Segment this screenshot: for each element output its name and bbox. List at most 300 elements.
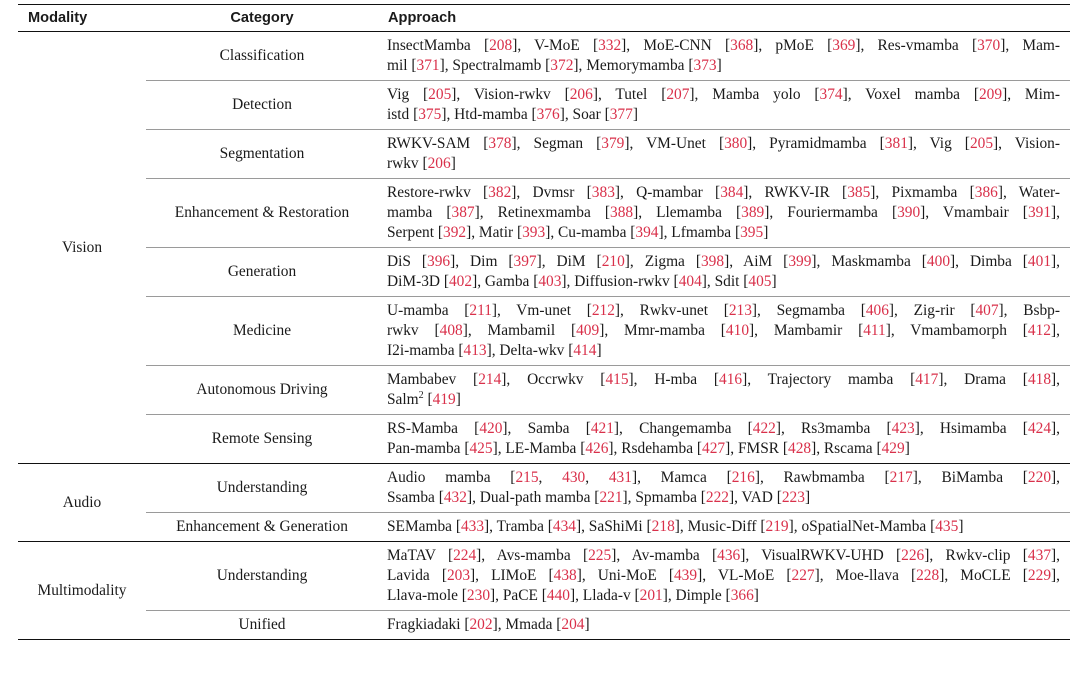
- citation-number: 376: [536, 106, 560, 123]
- approach-text: ], Zig-rir [: [888, 302, 976, 319]
- table-row: [18, 179, 1070, 248]
- approach-text: MaTAV [: [387, 547, 454, 564]
- approach-text: [: [423, 391, 433, 408]
- approach-line: [387, 468, 1060, 488]
- approach-text: Ssamba [: [387, 489, 444, 506]
- approach-text: ], H-mba [: [628, 371, 720, 388]
- citation-number: 398: [700, 253, 725, 270]
- approach-line: [387, 321, 1060, 341]
- approach-text: ],: [1051, 322, 1060, 339]
- approach-text: ], Drama [: [938, 371, 1028, 388]
- approach-text: ], AiM [: [724, 253, 789, 270]
- approach-text: ], MoE-CNN [: [621, 37, 731, 54]
- approach-text: ], Dim [: [450, 253, 514, 270]
- approach-text: ], VM-Unet [: [624, 135, 725, 152]
- approach-text: ]: [716, 57, 722, 74]
- citation-number: 419: [432, 391, 456, 408]
- citation-number: 420: [479, 420, 503, 437]
- approach-text: ],: [1051, 253, 1060, 270]
- table-row: [18, 464, 1070, 513]
- category-cell: Remote Sensing: [146, 415, 378, 464]
- citation-number: 418: [1027, 371, 1052, 388]
- approach-text: ], Vmambair [: [920, 204, 1028, 221]
- citation-number: 404: [678, 273, 702, 290]
- citation-number: 372: [550, 57, 574, 74]
- category-cell: Medicine: [146, 297, 378, 366]
- category-cell: Understanding: [146, 542, 378, 611]
- approach-line: [387, 488, 1060, 508]
- category-cell: Understanding: [146, 464, 378, 513]
- citation-number: 417: [915, 371, 939, 388]
- approach-text: ], Res-vmamba [: [855, 37, 978, 54]
- approach-text: ], Llemamba [: [633, 204, 742, 221]
- citation-number: 411: [863, 322, 886, 339]
- citation-number: 412: [1027, 322, 1051, 339]
- approach-text: ], V-MoE [: [512, 37, 599, 54]
- citation-number: 226: [901, 547, 925, 564]
- approach-line: [387, 439, 1060, 459]
- approach-text: ]: [958, 518, 964, 535]
- citation-number: 382: [488, 184, 512, 201]
- approach-line: [387, 301, 1060, 321]
- citation-number: 214: [478, 371, 502, 388]
- table-row: [18, 542, 1070, 611]
- citation-number: 380: [724, 135, 748, 152]
- table-row: [18, 513, 1070, 542]
- modality-cell: Audio: [18, 464, 146, 542]
- citation-number: 421: [590, 420, 614, 437]
- approach-text: ], Lfmamba [: [658, 224, 741, 241]
- citation-number: 222: [705, 489, 729, 506]
- citation-number: 389: [741, 204, 765, 221]
- citation-number: 371: [416, 57, 440, 74]
- approach-line: [387, 85, 1060, 105]
- citation-number: 415: [605, 371, 629, 388]
- approach-cell: [378, 415, 1070, 464]
- citation-number: 375: [418, 106, 442, 123]
- citation-number: 405: [748, 273, 772, 290]
- citation-number: 399: [788, 253, 812, 270]
- approach-text: ], Pyramidmamba [: [747, 135, 885, 152]
- citation-number: 202: [469, 616, 493, 633]
- approach-text: U-mamba [: [387, 302, 470, 319]
- citation-number: 416: [719, 371, 743, 388]
- citation-number: 435: [935, 518, 959, 535]
- approach-text: Mambabev [: [387, 371, 479, 388]
- approach-text: ], Matir [: [466, 224, 523, 241]
- citation-number: 225: [588, 547, 612, 564]
- table-row: [18, 415, 1070, 464]
- approach-text: ], Avs-mamba [: [476, 547, 589, 564]
- citation-number: 377: [609, 106, 633, 123]
- citation-number: 391: [1027, 204, 1052, 221]
- approach-text: ], Bsbp-: [998, 302, 1060, 319]
- approach-text: ], Mamca [: [631, 469, 732, 486]
- header-row: [18, 5, 1070, 32]
- approach-cell: [378, 464, 1070, 513]
- approach-text: Llava-mole [: [387, 587, 467, 604]
- approach-text: ], Vm-unet [: [491, 302, 592, 319]
- approach-text: ], Retinexmamba [: [474, 204, 610, 221]
- approach-text: ]: [455, 391, 461, 408]
- approach-text: mamba [: [387, 204, 452, 221]
- citation-number: 230: [466, 587, 491, 604]
- approach-text: ], Dvmsr [: [511, 184, 592, 201]
- header-modality: Modality: [18, 5, 146, 32]
- approach-text: Audio mamba [: [387, 469, 516, 486]
- citation-number: 429: [881, 440, 905, 457]
- approach-text: SEMamba [: [387, 518, 461, 535]
- modality-cell: Multimodality: [18, 542, 146, 640]
- approach-cell: [378, 81, 1070, 130]
- approach-line: [387, 223, 1060, 243]
- citation-number: 370: [977, 37, 1001, 54]
- approach-line: [387, 203, 1060, 223]
- citation-number: 223: [781, 489, 805, 506]
- approach-line: [387, 615, 1060, 635]
- approach-text: ], Mamba yolo [: [689, 86, 820, 103]
- citation-number: 386: [974, 184, 998, 201]
- citation-number: 210: [601, 253, 625, 270]
- approach-text: ,: [585, 469, 609, 486]
- approach-text: ], Tutel [: [592, 86, 667, 103]
- approach-line: [387, 134, 1060, 154]
- approach-text: ], Rs3mamba [: [775, 420, 892, 437]
- approach-text: ], Dual-path mamba [: [466, 489, 600, 506]
- citation-number: 394: [635, 224, 659, 241]
- approach-text: ], Fouriermamba [: [764, 204, 898, 221]
- category-cell: Classification: [146, 32, 378, 81]
- approach-text: ], Mmr-mamba [: [599, 322, 726, 339]
- citation-number: 224: [453, 547, 477, 564]
- citation-number: 378: [488, 135, 512, 152]
- approach-text: I2i-mamba [: [387, 342, 464, 359]
- approach-line: [387, 272, 1060, 292]
- approach-text: ],: [1051, 371, 1061, 388]
- approach-text: ], FMSR [: [725, 440, 788, 457]
- approach-line: [387, 36, 1060, 56]
- citation-number: 396: [427, 253, 451, 270]
- approach-text: ]: [771, 273, 777, 290]
- citation-number: 369: [832, 37, 856, 54]
- approach-cell: [378, 248, 1070, 297]
- approach-text: ], Diffusion-rwkv [: [561, 273, 679, 290]
- citation-number: 206: [427, 155, 451, 172]
- approach-text: Fragkiadaki [: [387, 616, 470, 633]
- approach-text: ], VisualRWKV-UHD [: [740, 547, 902, 564]
- approach-cell: [378, 179, 1070, 248]
- approach-text: ], Mim-: [1002, 86, 1060, 103]
- citation-number: 205: [969, 135, 994, 152]
- category-cell: Unified: [146, 611, 378, 640]
- approach-text: ], BiMamba [: [912, 469, 1028, 486]
- citation-number: 368: [730, 37, 754, 54]
- approach-text: Pan-mamba [: [387, 440, 470, 457]
- citation-number: 408: [439, 322, 463, 339]
- citation-number: 436: [717, 547, 741, 564]
- approach-text: ], Rwkv-clip [: [924, 547, 1028, 564]
- approach-text: ], Trajectory mamba [: [742, 371, 916, 388]
- citation-number: 413: [463, 342, 487, 359]
- approach-text: ,: [538, 469, 563, 486]
- citation-number: 207: [666, 86, 690, 103]
- citation-number: 434: [552, 518, 576, 535]
- approach-text: Vig [: [387, 86, 429, 103]
- approach-cell: [378, 366, 1070, 415]
- approach-text: ]: [584, 616, 590, 633]
- approach-text: istd [: [387, 106, 419, 123]
- citation-number: 387: [451, 204, 475, 221]
- citation-number: 424: [1027, 420, 1052, 437]
- citation-number: 440: [546, 587, 570, 604]
- category-cell: Segmentation: [146, 130, 378, 179]
- citation-number: 374: [819, 86, 843, 103]
- approach-text: Restore-rwkv [: [387, 184, 489, 201]
- approach-text: ], Changemamba [: [613, 420, 753, 437]
- citation-number: 221: [599, 489, 623, 506]
- citation-number: 219: [765, 518, 789, 535]
- approach-text: ], Av-mamba [: [611, 547, 718, 564]
- table-row: [18, 130, 1070, 179]
- approach-text: ]: [904, 440, 910, 457]
- citation-number: 203: [446, 567, 471, 584]
- approach-text: ], Maskmamba [: [811, 253, 927, 270]
- approach-text: ], Vision-: [993, 135, 1061, 152]
- approach-text: ], Rsdehamba [: [608, 440, 703, 457]
- citation-number: 422: [752, 420, 776, 437]
- citation-number: 428: [788, 440, 812, 457]
- approach-text: InsectMamba [: [387, 37, 490, 54]
- citation-number: 218: [651, 518, 675, 535]
- approach-text: ], Rwkv-unet [: [614, 302, 729, 319]
- approach-text: ], Moe-llava [: [814, 567, 917, 584]
- category-cell: Detection: [146, 81, 378, 130]
- approach-table: [18, 4, 1070, 640]
- approach-line: [387, 154, 1060, 174]
- approach-text: DiM-3D [: [387, 273, 449, 290]
- approach-text: ], Pixmamba [: [870, 184, 975, 201]
- approach-line: [387, 546, 1060, 566]
- approach-text: ], LIMoE [: [470, 567, 554, 584]
- approach-text: ], Music-Diff [: [674, 518, 766, 535]
- approach-text: ], Sdit [: [701, 273, 749, 290]
- citation-number: 229: [1027, 567, 1052, 584]
- approach-text: ], Spmamba [: [622, 489, 706, 506]
- approach-line: [387, 517, 1060, 537]
- approach-text: ]: [763, 224, 769, 241]
- table-row: [18, 366, 1070, 415]
- approach-text: ]: [596, 342, 602, 359]
- superscript: 2: [418, 389, 424, 401]
- citation-number: 388: [610, 204, 634, 221]
- approach-line: [387, 419, 1060, 439]
- approach-text: ], Segman [: [511, 135, 602, 152]
- approach-line: [387, 586, 1060, 606]
- approach-line: [387, 252, 1060, 272]
- approach-text: ], Gamba [: [472, 273, 539, 290]
- citation-number: 384: [720, 184, 744, 201]
- approach-text: ], Rawbmamba [: [754, 469, 890, 486]
- approach-cell: [378, 513, 1070, 542]
- approach-line: [387, 370, 1060, 390]
- table-body: [18, 32, 1070, 640]
- approach-text: Serpent [: [387, 224, 443, 241]
- approach-text: ], Segmamba [: [751, 302, 866, 319]
- approach-text: ], Dimba [: [950, 253, 1028, 270]
- approach-text: ], Occrwkv [: [501, 371, 606, 388]
- citation-number: 201: [639, 587, 663, 604]
- approach-text: rwkv [: [387, 155, 428, 172]
- citation-number: 390: [897, 204, 921, 221]
- citation-number: 400: [926, 253, 951, 270]
- citation-number: 332: [598, 37, 622, 54]
- table-row: [18, 81, 1070, 130]
- approach-text: ], Tramba [: [484, 518, 553, 535]
- citation-number: 381: [884, 135, 908, 152]
- table-row: [18, 32, 1070, 81]
- approach-text: ], Voxel mamba [: [842, 86, 979, 103]
- approach-text: ], Llada-v [: [569, 587, 640, 604]
- approach-cell: [378, 297, 1070, 366]
- category-cell: Generation: [146, 248, 378, 297]
- citation-number: 379: [601, 135, 625, 152]
- citation-number: 204: [561, 616, 585, 633]
- approach-text: ], DiM [: [536, 253, 602, 270]
- approach-text: ], Soar [: [559, 106, 610, 123]
- approach-line: [387, 566, 1060, 586]
- approach-text: ], Vig [: [907, 135, 970, 152]
- approach-text: DiS [: [387, 253, 428, 270]
- citation-number: 397: [513, 253, 537, 270]
- approach-text: ], Dimple [: [662, 587, 731, 604]
- citation-number: 208: [489, 37, 513, 54]
- citation-number: 438: [553, 567, 577, 584]
- header-category: Category: [146, 5, 378, 32]
- citation-number: 206: [569, 86, 593, 103]
- citation-number: 414: [573, 342, 597, 359]
- approach-text: ]: [632, 106, 638, 123]
- approach-line: [387, 341, 1060, 361]
- citation-number: 439: [673, 567, 698, 584]
- approach-line: [387, 183, 1060, 203]
- citation-number: 402: [448, 273, 473, 290]
- citation-number: 217: [889, 469, 913, 486]
- approach-text: RS-Mamba [: [387, 420, 480, 437]
- approach-text: ], MoCLE [: [939, 567, 1028, 584]
- citation-number: 393: [522, 224, 546, 241]
- modality-cell: Vision: [18, 32, 146, 464]
- approach-text: ], Zigma [: [624, 253, 701, 270]
- approach-text: ],: [1051, 204, 1061, 221]
- citation-number: 431: [608, 469, 632, 486]
- approach-text: ], Cu-mamba [: [545, 224, 636, 241]
- approach-text: ], Vmambamorph [: [885, 322, 1028, 339]
- approach-text: ], VL-MoE [: [697, 567, 792, 584]
- approach-text: ],: [1051, 567, 1060, 584]
- category-cell: Enhancement & Restoration: [146, 179, 378, 248]
- citation-number: 403: [538, 273, 562, 290]
- citation-number: 212: [591, 302, 615, 319]
- citation-number: 433: [460, 518, 485, 535]
- citation-number: 427: [702, 440, 726, 457]
- approach-text: ],: [1051, 547, 1060, 564]
- approach-text: ]: [450, 155, 456, 172]
- approach-text: ], pMoE [: [753, 37, 833, 54]
- approach-text: ], Memorymamba [: [573, 57, 694, 74]
- category-cell: Autonomous Driving: [146, 366, 378, 415]
- citation-number: 215: [515, 469, 539, 486]
- citation-number: 385: [847, 184, 871, 201]
- approach-text: ], oSpatialNet-Mamba [: [788, 518, 936, 535]
- approach-text: rwkv [: [387, 322, 440, 339]
- approach-text: ], Vision-rwkv [: [451, 86, 570, 103]
- header-approach: Approach: [378, 5, 1070, 32]
- table-row: [18, 611, 1070, 640]
- citation-number: 366: [730, 587, 754, 604]
- citation-number: 406: [865, 302, 889, 319]
- citation-number: 395: [740, 224, 764, 241]
- citation-number: 410: [725, 322, 750, 339]
- approach-text: ], LE-Mamba [: [492, 440, 586, 457]
- approach-text: ],: [1051, 469, 1060, 486]
- citation-number: 426: [585, 440, 609, 457]
- approach-text: ],: [1051, 420, 1061, 437]
- citation-number: 209: [978, 86, 1003, 103]
- citation-number: 423: [891, 420, 915, 437]
- citation-number: 216: [731, 469, 755, 486]
- citation-number: 373: [693, 57, 717, 74]
- citation-number: 430: [562, 469, 586, 486]
- citation-number: 220: [1027, 469, 1052, 486]
- citation-number: 409: [576, 322, 600, 339]
- approach-line: [387, 390, 1060, 410]
- approach-cell: [378, 542, 1070, 611]
- citation-number: 383: [591, 184, 615, 201]
- approach-text: ], Delta-wkv [: [486, 342, 574, 359]
- citation-number: 392: [443, 224, 467, 241]
- approach-text: ], Mam-: [1000, 37, 1060, 54]
- table-row: [18, 297, 1070, 366]
- citation-number: 205: [428, 86, 452, 103]
- approach-text: ], SaShiMi [: [575, 518, 652, 535]
- approach-text: ], Mambamil [: [462, 322, 577, 339]
- approach-text: ], Mambamir [: [749, 322, 864, 339]
- approach-text: ], Q-mambar [: [614, 184, 721, 201]
- approach-text: ], Samba [: [502, 420, 591, 437]
- citation-number: 211: [469, 302, 492, 319]
- approach-text: ], Spectralmamb [: [439, 57, 551, 74]
- approach-text: ], Water-: [997, 184, 1060, 201]
- citation-number: 437: [1027, 547, 1052, 564]
- approach-text: ], Uni-MoE [: [576, 567, 674, 584]
- table-row: [18, 248, 1070, 297]
- approach-cell: [378, 130, 1070, 179]
- approach-text: ], Htd-mamba [: [441, 106, 537, 123]
- approach-line: [387, 105, 1060, 125]
- citation-number: 407: [975, 302, 999, 319]
- approach-text: ]: [804, 489, 811, 506]
- citation-number: 213: [728, 302, 752, 319]
- citation-number: 228: [916, 567, 940, 584]
- approach-text: Lavida [: [387, 567, 447, 584]
- approach-cell: [378, 32, 1070, 81]
- approach-text: ], RWKV-IR [: [743, 184, 848, 201]
- citation-number: 432: [443, 489, 467, 506]
- approach-text: ]: [753, 587, 759, 604]
- approach-line: [387, 56, 1060, 76]
- citation-number: 401: [1027, 253, 1052, 270]
- approach-text: RWKV-SAM [: [387, 135, 489, 152]
